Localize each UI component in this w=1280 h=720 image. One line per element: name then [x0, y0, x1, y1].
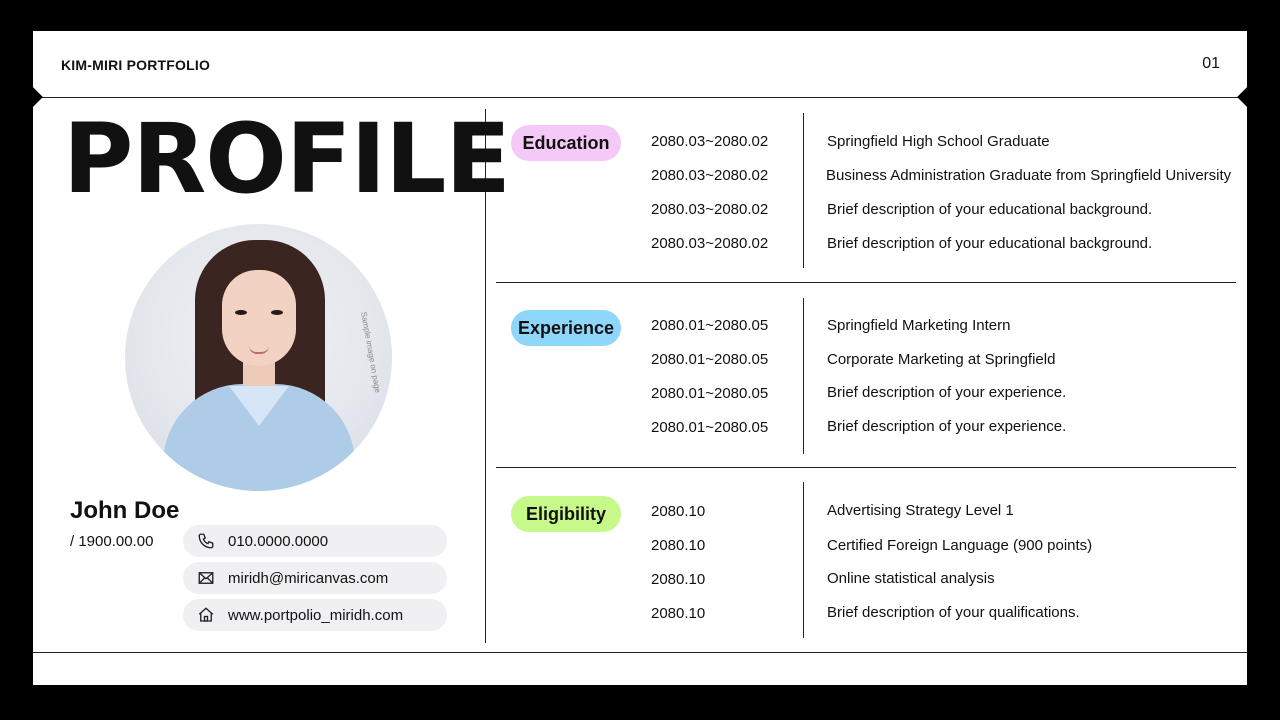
home-icon [197, 606, 215, 624]
contact-email-value: miridh@miricanvas.com [228, 569, 389, 587]
experience-desc-1: Springfield Marketing Intern [827, 317, 1011, 334]
section-divider-2 [496, 467, 1236, 468]
page-number: 01 [1202, 55, 1220, 72]
eligibility-desc-2: Certified Foreign Language (900 points) [827, 537, 1093, 554]
mail-icon [197, 569, 215, 587]
phone-icon [197, 532, 215, 550]
experience-label: Experience [511, 310, 621, 346]
profile-dob: / 1900.00.00 [70, 533, 154, 550]
experience-date-3: 2080.01~2080.05 [651, 385, 769, 402]
profile-photo [125, 224, 392, 491]
experience-date-4: 2080.01~2080.05 [651, 419, 769, 436]
contact-email [183, 562, 447, 594]
header-divider [33, 97, 1247, 98]
eligibility-desc-1: Advertising Strategy Level 1 [827, 502, 1014, 519]
experience-column-divider [803, 298, 804, 454]
education-desc-1: Springfield High School Graduate [827, 133, 1050, 150]
education-desc-3: Brief description of your educational background. [827, 201, 1153, 218]
eligibility-date-2: 2080.10 [651, 537, 706, 554]
contact-website [183, 599, 447, 631]
section-divider-1 [496, 282, 1236, 283]
eligibility-column-divider [803, 482, 804, 638]
experience-desc-4: Brief description of your experience. [827, 418, 1067, 435]
education-date-3: 2080.03~2080.02 [651, 201, 769, 218]
profile-name: John Doe [70, 497, 180, 524]
experience-date-2: 2080.01~2080.05 [651, 351, 769, 368]
education-date-2: 2080.03~2080.02 [651, 167, 769, 184]
education-desc-4: Brief description of your educational background. [827, 235, 1153, 252]
eligibility-desc-4: Brief description of your qualifications. [827, 604, 1080, 621]
photo-caption: Sample image on page [359, 311, 383, 394]
page-title: PROFILE [63, 103, 510, 215]
experience-desc-3: Brief description of your experience. [827, 384, 1067, 401]
education-date-4: 2080.03~2080.02 [651, 235, 769, 252]
experience-desc-2: Corporate Marketing at Springfield [827, 351, 1056, 368]
contact-phone-value: 010.0000.0000 [228, 532, 329, 550]
contact-website-value: www.portpolio_miridh.com [228, 606, 404, 624]
education-desc-2: Business Administration Graduate from Springfield University [826, 167, 1232, 184]
header-title: KIM-MIRI PORTFOLIO [61, 57, 211, 73]
education-column-divider [803, 113, 804, 268]
education-label: Education [511, 125, 621, 161]
eligibility-desc-3: Online statistical analysis [827, 570, 995, 587]
contact-phone [183, 525, 447, 557]
eligibility-date-1: 2080.10 [651, 503, 706, 520]
eligibility-date-3: 2080.10 [651, 571, 706, 588]
footer-divider [33, 652, 1247, 653]
experience-date-1: 2080.01~2080.05 [651, 317, 769, 334]
eligibility-label: Eligibility [511, 496, 621, 532]
portfolio-page [33, 31, 1247, 685]
eligibility-date-4: 2080.10 [651, 605, 706, 622]
education-date-1: 2080.03~2080.02 [651, 133, 769, 150]
